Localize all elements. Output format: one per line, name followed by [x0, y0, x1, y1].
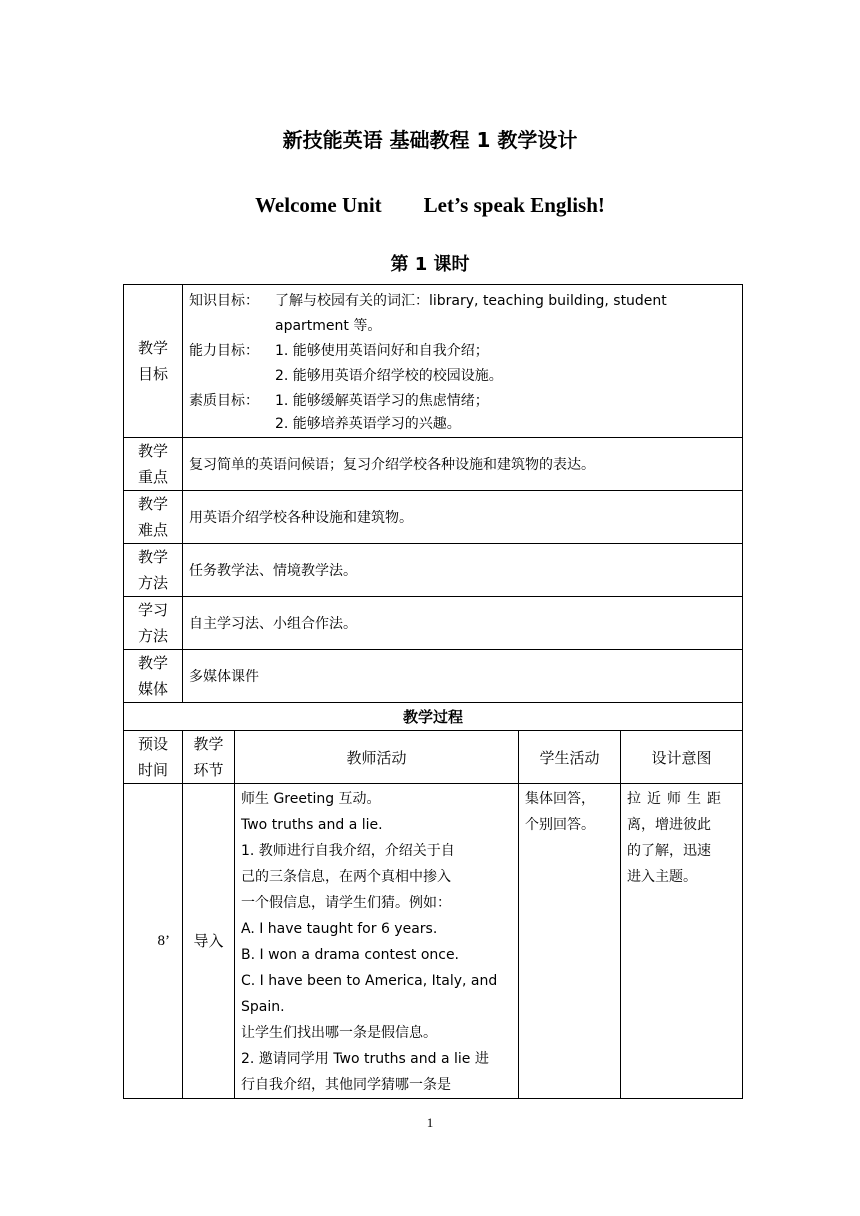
stage-header: 教学 环节 — [183, 731, 235, 784]
teacher-line: 行自我介绍，其他同学猜哪一条是 — [241, 1077, 451, 1093]
time-cell: 8’ — [124, 784, 183, 1099]
teacher-line: A. I have taught for 6 years. — [241, 921, 438, 937]
key-points-content: 复习简单的英语问候语；复习介绍学校各种设施和建筑物的表达。 — [183, 438, 743, 491]
student-line: 个别回答。 — [525, 817, 595, 833]
intent-line: 离，增进彼此 — [627, 817, 711, 833]
teaching-method-label: 教学 方法 — [124, 544, 183, 597]
difficulties-content: 用英语介绍学校各种设施和建筑物。 — [183, 491, 743, 544]
intent-line: 进入主题。 — [627, 869, 697, 885]
design-intent-header: 设计意图 — [621, 731, 743, 784]
student-activity-header: 学生活动 — [519, 731, 621, 784]
knowledge-text: 了解与校园有关的词汇：library, teaching building, student — [275, 292, 667, 309]
teacher-line: 一个假信息，请学生们猜。例如： — [241, 895, 451, 911]
lesson-number: 第 1 课时 — [390, 254, 470, 275]
teacher-line: 1. 教师进行自我介绍，介绍关于自 — [241, 843, 455, 859]
intent-line: 的了解，迅速 — [627, 843, 711, 859]
page-number: 1 — [426, 1115, 434, 1130]
teacher-line: Spain. — [241, 999, 285, 1015]
process-heading: 教学过程 — [124, 703, 743, 731]
quality-text-1: 1. 能够缓解英语学习的焦虑情绪； — [275, 392, 489, 409]
learning-method-content: 自主学习法、小组合作法。 — [183, 597, 743, 650]
design-intent-cell — [621, 784, 743, 1099]
time-header: 预设 时间 — [124, 731, 183, 784]
ability-text-2: 2. 能够用英语介绍学校的校园设施。 — [275, 367, 503, 384]
knowledge-text-cont: apartment 等。 — [275, 317, 382, 334]
teacher-line: 2. 邀请同学用 Two truths and a lie 进 — [241, 1051, 489, 1067]
difficulties-row — [124, 491, 743, 544]
media-row — [124, 650, 743, 703]
process-row-intro — [124, 784, 743, 1099]
knowledge-key: 知识目标： — [189, 292, 259, 309]
teaching-method-content: 任务教学法、情境教学法。 — [183, 544, 743, 597]
key-points-row — [124, 438, 743, 491]
lesson-plan-table — [123, 284, 743, 1099]
difficulties-label: 教学 难点 — [124, 491, 183, 544]
objectives-label: 教学 目标 — [124, 285, 183, 438]
media-label: 教学 媒体 — [124, 650, 183, 703]
teacher-line: 让学生们找出哪一条是假信息。 — [241, 1025, 437, 1041]
objectives-content — [183, 285, 743, 438]
learning-method-row — [124, 597, 743, 650]
quality-text-2: 2. 能够培养英语学习的兴趣。 — [275, 415, 461, 432]
teacher-line: 师生 Greeting 互动。 — [241, 791, 381, 807]
stage-cell: 导入 — [183, 784, 235, 1099]
media-content: 多媒体课件 — [183, 650, 743, 703]
teacher-line: Two truths and a lie. — [241, 817, 383, 833]
process-heading-row — [124, 703, 743, 731]
teacher-line: C. I have been to America, Italy, and — [241, 973, 498, 989]
process-header-row — [124, 731, 743, 784]
teacher-line: B. I won a drama contest once. — [241, 947, 460, 963]
ability-text-1: 1. 能够使用英语问好和自我介绍； — [275, 342, 489, 359]
student-activity-cell — [519, 784, 621, 1099]
teacher-activity-cell — [235, 784, 519, 1099]
quality-key: 素质目标： — [189, 392, 259, 409]
student-line: 集体回答， — [525, 791, 595, 807]
document-title: 新技能英语 基础教程 1 教学设计 — [282, 128, 578, 152]
learning-method-label: 学习 方法 — [124, 597, 183, 650]
intent-line: 拉近师生距 — [627, 791, 727, 807]
key-points-label: 教学 重点 — [124, 438, 183, 491]
teacher-line: 己的三条信息，在两个真相中掺入 — [241, 869, 451, 885]
ability-key: 能力目标： — [189, 342, 259, 359]
objectives-row — [124, 285, 743, 438]
teaching-method-row — [124, 544, 743, 597]
teacher-activity-header: 教师活动 — [235, 731, 519, 784]
unit-title: Welcome Unit Let’s speak English! — [255, 193, 605, 217]
